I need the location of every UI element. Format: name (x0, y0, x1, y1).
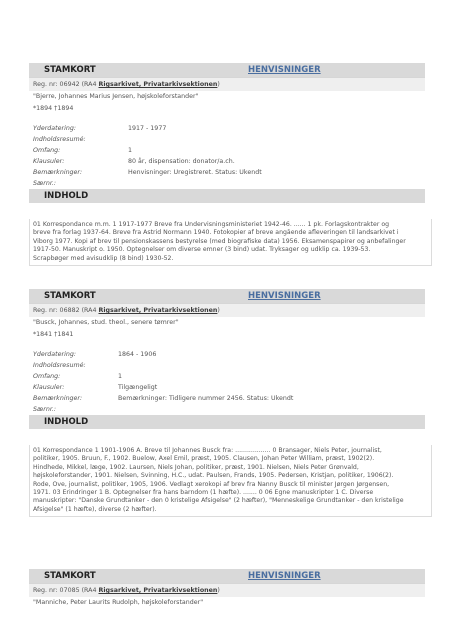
record-name: "Bjerre, Johannes Marius Jensen, højskoleforstander" (33, 93, 199, 100)
indhold-header: INDHOLD (29, 415, 425, 429)
indhold-line: 1971. 03 Erindringer 1 B. Optegnelser fra hans barndom (1 hæfte). ....... 0 06 Egne manuskripter 1 C. Diverse (33, 489, 374, 497)
reg-number-line (29, 583, 425, 597)
field-label: Yderdatering: (33, 351, 76, 358)
indhold-line: 1917-50. Manuskript o. 1950. Optegnelser om diverse emner (3 bind) udat. Tryksager og udklip ca. 1939-53. (33, 246, 371, 254)
field-value: 1864 - 1906 (118, 351, 157, 358)
indhold-line: Hindhede, Mikkel, læge, 1902. Laursen, Niels Johan, politiker, præst, 1901. Nielsen, Niels Peter Grønvald, (33, 463, 359, 471)
field-bemaerkninger (29, 167, 425, 178)
record-name: "Busck, Johannes, stud. theol., senere tømrer" (33, 319, 179, 326)
indhold-line: politiker, 1905. Bruun, F., 1902. Buelow, Axel Emil, præst, 1905. Clausen, Johan Peter William, præst, 1902(2). (33, 455, 375, 463)
record-name: "Manniche, Peter Laurits Rudolph, højskoleforstander" (33, 599, 204, 606)
field-value: 1 (118, 373, 123, 380)
stamkort-label: STAMKORT (44, 291, 96, 301)
indhold-line: højskoleforstander, 1901. Nielsen, Svinning, H.C., udat. Paulsen, Frands, 1905. Pedersen, Kristjan, politiker, 1906(2). (33, 472, 394, 480)
field-omfang (29, 145, 425, 156)
indhold-line: 01 Korrespondance 1 1901-1906 A. Breve til Johannes Busck fra: .................. 0 Bransager, Niels Peter, journalist, (33, 447, 382, 454)
record-life-dates: *1841 †1841 (33, 331, 74, 338)
field-label: Særnr.: (33, 180, 56, 187)
indhold-header: INDHOLD (29, 189, 425, 203)
field-value: 80 år, dispensation: donator/a.ch. (128, 158, 235, 165)
henvisninger-link[interactable]: HENVISNINGER (248, 291, 321, 301)
reg-number: Reg. nr: 07085 (RA4 (33, 587, 99, 594)
field-label: Omfang: (33, 147, 61, 154)
stamkort-label: STAMKORT (44, 571, 96, 581)
field-label: Indholdsresumé: (33, 362, 86, 369)
henvisninger-link[interactable]: HENVISNINGER (248, 571, 321, 581)
field-klausuler (29, 156, 425, 167)
reg-suffix: ) (217, 81, 220, 88)
field-label: Indholdsresumé: (33, 136, 86, 143)
indhold-line: Viborg 1977. Kopi af brev til pensionskassens bestyrelse (med biografiske data) 1956. Eksamenspapirer og anbefalinger (33, 237, 406, 245)
archive-link[interactable]: Rigsarkivet, Privatarkivsektionen (98, 81, 218, 88)
record-life-dates: *1894 †1894 (33, 105, 74, 112)
field-yderdatering (29, 123, 425, 134)
field-indholdsresume (29, 360, 425, 371)
archive-link[interactable]: Rigsarkivet, Privatarkivsektionen (98, 307, 218, 314)
henvisninger-link[interactable]: HENVISNINGER (248, 65, 321, 75)
field-klausuler (29, 382, 425, 393)
reg-number: Reg. nr: 06942 (RA4 (33, 81, 99, 88)
record-bjerre (29, 63, 425, 203)
indhold-line: Scrapbøger med avisudklip (8 bind) 1930-52. (33, 254, 174, 262)
field-omfang (29, 371, 425, 382)
indhold-line: manuskripter: "Danske Grundtanker - den 0 kristelige Afsigelse" (2 hæfter), "Menneskelige Grundtanker - den kristelige (33, 497, 404, 505)
indhold-line: breve fra forlag 1937-64. Breve fra Astrid Normann 1940. Fotokopier af breve angående afleveringen til landsarkivet i (33, 229, 399, 237)
field-label: Bemærkninger: (33, 395, 83, 402)
field-saernr (29, 178, 425, 189)
field-label: Klausuler: (33, 384, 65, 391)
stamkort-header (29, 569, 425, 583)
reg-suffix: ) (217, 587, 220, 594)
indhold-line: 01 Korrespondance m.m. 1 1917-1977 Breve fra Undervisningsministeriet 1942-46. ...... 1 pk. Forlagskontrakter og (33, 221, 390, 228)
indhold-line: Afsigelse" (1 hæfte), diverse (2 hæfter). (33, 505, 157, 513)
field-label: Yderdatering: (33, 125, 76, 132)
field-value: Tilgængeligt (118, 384, 158, 391)
reg-suffix: ) (217, 307, 220, 314)
reg-number: Reg. nr: 06882 (RA4 (33, 307, 99, 314)
indhold-line: Rode, Ove, journalist, politiker, 1905, 1906. Vedlagt xerokopi af brev fra Nanny Busck til minister Jørgen Jørgensen, (33, 480, 390, 488)
field-label: Bemærkninger: (33, 169, 83, 176)
field-saernr (29, 404, 425, 415)
field-value: Henvisninger: Uregistreret. Status: Ukendt (128, 169, 262, 176)
field-value: 1 (128, 147, 133, 154)
record-busck (29, 289, 425, 429)
field-indholdsresume (29, 134, 425, 145)
field-yderdatering (29, 349, 425, 360)
field-label: Særnr.: (33, 406, 56, 413)
field-bemaerkninger (29, 393, 425, 404)
field-value: Bemærkninger: Tidligere nummer 2456. Status: Ukendt (118, 395, 294, 402)
archive-link[interactable]: Rigsarkivet, Privatarkivsektionen (98, 587, 218, 594)
field-label: Omfang: (33, 373, 61, 380)
indhold-body (29, 445, 432, 517)
field-value: 1917 - 1977 (128, 125, 167, 132)
indhold-body (29, 219, 432, 266)
reg-number-line (29, 303, 425, 317)
stamkort-header (29, 289, 425, 303)
stamkort-label: STAMKORT (44, 65, 96, 75)
record-manniche (29, 569, 425, 609)
reg-number-line (29, 77, 425, 91)
field-label: Klausuler: (33, 158, 65, 165)
stamkort-header (29, 63, 425, 77)
